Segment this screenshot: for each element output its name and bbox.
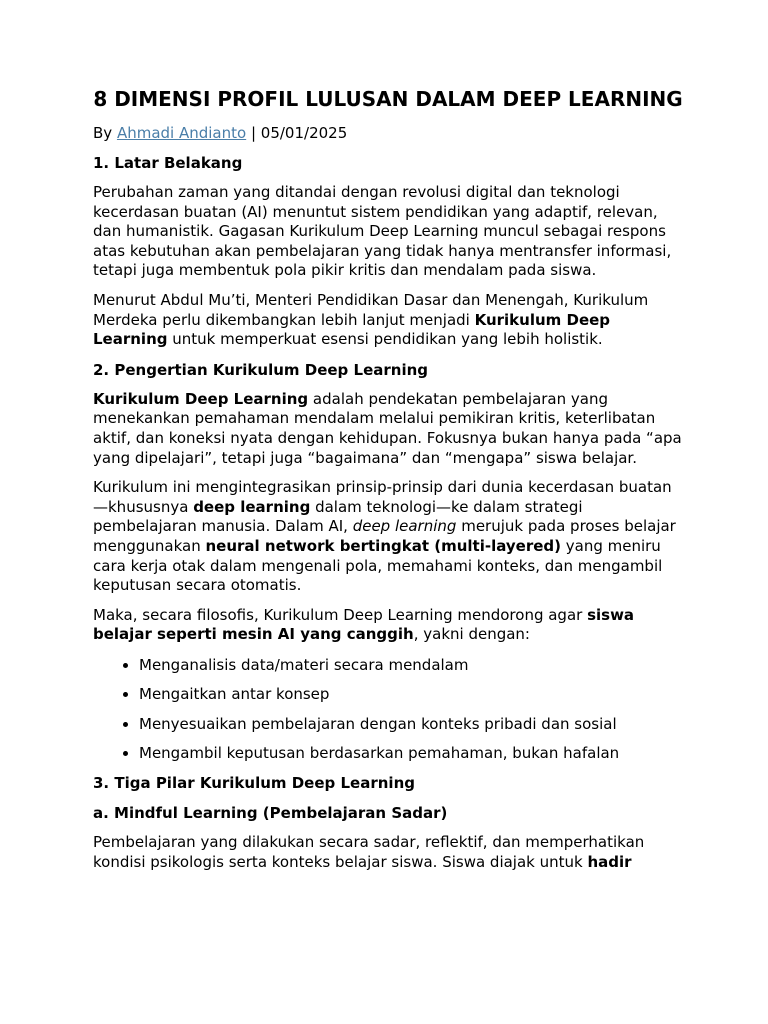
bold-text: siswa belajar seperti mesin AI yang canggih bbox=[93, 605, 635, 644]
text-run: Kurikulum ini mengintegrasikan prinsip-prinsip dari dunia kecerdasan buatan—khususnya bbox=[93, 478, 672, 516]
text-run: Pembelajaran yang dilakukan secara sadar, reflektif, dan memperhatikan kondisi psikologis serta konteks belajar siswa. Siswa diajak untuk bbox=[93, 833, 645, 871]
text-run: Maka, secara filosofis, Kurikulum Deep Learning mendorong agar bbox=[93, 605, 588, 624]
paragraph-latar-belakang-1: Perubahan zaman yang ditandai dengan revolusi digital dan teknologi kecerdasan buatan (AI) menuntut sistem pendidikan yang adaptif, relevan, dan humanistik. Gagasan Kurikulum Deep Learning muncul sebagai respons atas kebutuhan akan pembelajaran yang tidak hanya mentransfer informasi, tetapi juga membentuk pola pikir kritis dan mendalam pada siswa. bbox=[93, 183, 672, 280]
bold-text: neural network bertingkat (multi-layered) bbox=[205, 536, 561, 555]
paragraph-pengertian-1 bbox=[93, 390, 683, 468]
text-run: , yakni dengan: bbox=[413, 625, 530, 644]
publish-date: 05/01/2025 bbox=[260, 124, 348, 142]
byline bbox=[93, 123, 683, 143]
byline-prefix: By bbox=[93, 124, 117, 142]
text-run: Menurut Abdul Mu’ti, Menteri Pendidikan Dasar dan Menengah, Kurikulum Merdeka perlu dikembangkan lebih lanjut menjadi bbox=[93, 290, 649, 329]
text-run: adalah pendekatan pembelajaran yang menekankan pemahaman mendalam melalui pemikiran kritis, keterlibatan aktif, dan koneksi nyata dengan kehidupan. Fokusnya bukan hanya pada “apa yang dipelajari”, tetapi juga “bagaimana” dan “mengapa” siswa belajar. bbox=[93, 389, 682, 467]
bullet-list bbox=[93, 655, 683, 764]
author-link[interactable]: Ahmadi Andianto bbox=[116, 124, 247, 142]
bold-text: deep learning bbox=[193, 497, 311, 516]
text-run: dalam teknologi—ke dalam strategi pembelajaran manusia. Dalam AI, bbox=[93, 497, 583, 536]
paragraph-pengertian-3 bbox=[93, 606, 683, 645]
paragraph-pengertian-2 bbox=[93, 478, 683, 596]
page-title: 8 DIMENSI PROFIL LULUSAN DALAM DEEP LEARNING bbox=[93, 87, 683, 111]
text-run: yang meniru cara kerja otak dalam mengenali pola, memahami konteks, dan mengambil keputusan secara otomatis. bbox=[93, 536, 663, 595]
text-run: merujuk pada proses belajar menggunakan bbox=[93, 517, 676, 555]
section-heading-pengertian: 2. Pengertian Kurikulum Deep Learning bbox=[93, 360, 428, 379]
text-run: untuk memperkuat esensi pendidikan yang lebih holistik. bbox=[167, 330, 603, 349]
paragraph-latar-belakang-2 bbox=[93, 291, 683, 350]
paragraph-mindful-learning bbox=[93, 833, 683, 872]
bold-text: hadir bbox=[587, 852, 632, 871]
list-item: • Menyesuaikan pembelajaran dengan konteks pribadi dan sosial bbox=[139, 714, 683, 734]
list-item: • Mengaitkan antar konsep bbox=[139, 684, 683, 704]
list-item: • Mengambil keputusan berdasarkan pemahaman, bukan hafalan bbox=[139, 743, 683, 763]
section-heading-latar-belakang: 1. Latar Belakang bbox=[93, 154, 243, 172]
subsection-heading-mindful-learning: a. Mindful Learning (Pembelajaran Sadar) bbox=[93, 804, 448, 823]
article-content bbox=[93, 86, 683, 883]
list-item: • Menganalisis data/materi secara mendalam bbox=[139, 655, 683, 675]
byline-separator: | bbox=[246, 124, 261, 142]
section-heading-tiga-pilar: 3. Tiga Pilar Kurikulum Deep Learning bbox=[93, 774, 415, 793]
bold-text: Kurikulum Deep Learning bbox=[93, 389, 309, 408]
italic-text: deep learning bbox=[352, 517, 457, 536]
bold-text: Kurikulum Deep Learning bbox=[93, 310, 611, 349]
